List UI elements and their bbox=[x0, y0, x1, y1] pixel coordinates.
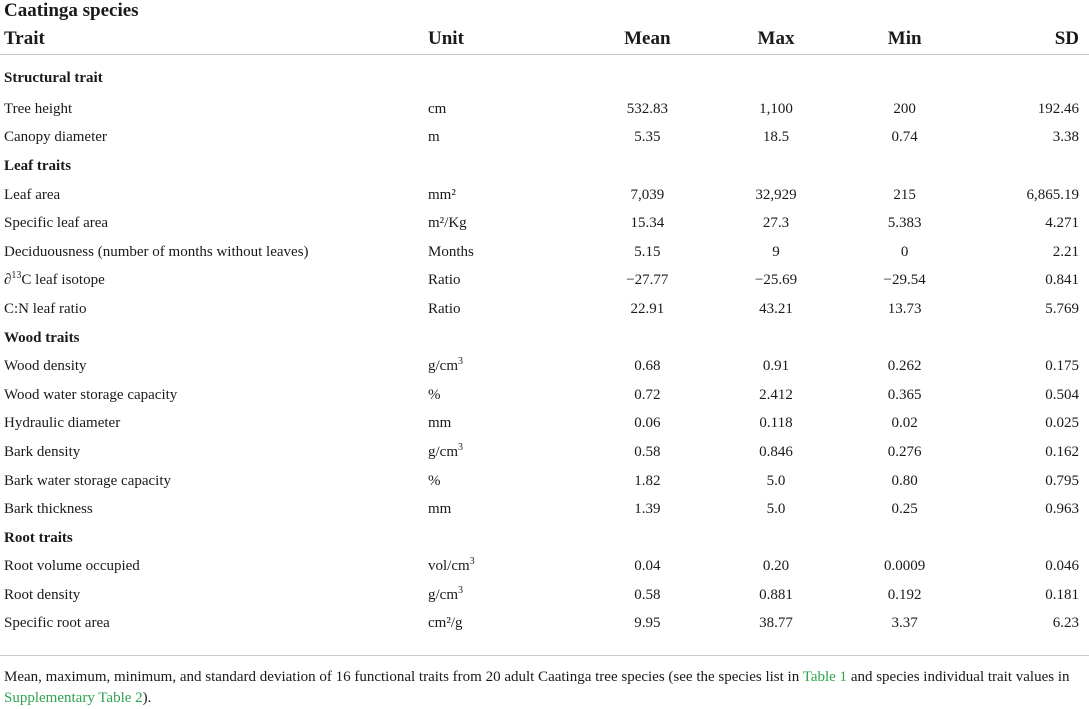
min-cell: 215 bbox=[893, 186, 916, 203]
min-cell: 200 bbox=[893, 100, 916, 117]
table-row bbox=[0, 352, 1089, 381]
mean-cell: 5.35 bbox=[634, 129, 661, 146]
sd-cell: 6.23 bbox=[1052, 615, 1079, 632]
section-row bbox=[0, 524, 1089, 553]
min-cell: 0.365 bbox=[887, 386, 922, 403]
mean-cell: 0.68 bbox=[634, 358, 661, 375]
max-cell: 2.412 bbox=[759, 386, 793, 403]
unit-base: g/cm bbox=[428, 358, 458, 375]
table-row bbox=[0, 238, 1089, 267]
unit-cell: m bbox=[428, 129, 440, 146]
trait-cell: Canopy diameter bbox=[4, 129, 107, 146]
trait-suffix: C leaf isotope bbox=[21, 272, 105, 289]
min-cell: 0 bbox=[900, 243, 909, 260]
caption-link-table1[interactable]: Table 1 bbox=[802, 669, 848, 685]
trait-cell: Specific root area bbox=[4, 615, 110, 632]
mean-cell: 532.83 bbox=[626, 100, 668, 117]
table-row bbox=[0, 124, 1089, 153]
header-mean: Mean bbox=[624, 28, 671, 49]
mean-cell: −27.77 bbox=[626, 272, 669, 289]
unit-cell bbox=[428, 352, 583, 381]
unit-cell: Ratio bbox=[428, 272, 461, 289]
min-cell: 0.276 bbox=[887, 443, 922, 460]
trait-cell: Bark water storage capacity bbox=[4, 472, 171, 489]
trait-cell: Root volume occupied bbox=[4, 558, 140, 575]
caption-text-1: Mean, maximum, minimum, and standard deviation of 16 functional traits from 20 adult Caatinga tree species (see the species list in bbox=[4, 669, 803, 685]
sd-cell: 6,865.19 bbox=[1026, 186, 1079, 203]
max-cell: 0.881 bbox=[759, 586, 793, 603]
trait-cell: Bark thickness bbox=[4, 501, 93, 518]
section-heading: Leaf traits bbox=[4, 157, 72, 174]
mean-cell: 0.06 bbox=[634, 415, 661, 432]
mean-cell: 0.72 bbox=[634, 386, 661, 403]
table-row bbox=[0, 181, 1089, 210]
min-cell: 0.25 bbox=[891, 501, 918, 518]
unit-base: g/cm bbox=[428, 586, 458, 603]
sd-cell: 0.504 bbox=[1045, 386, 1079, 403]
trait-cell: Leaf area bbox=[4, 186, 61, 203]
bottom-divider bbox=[0, 655, 1089, 656]
sd-cell: 3.38 bbox=[1052, 129, 1079, 146]
table-row bbox=[0, 610, 1089, 639]
unit-cell: mm² bbox=[428, 186, 456, 203]
section-heading: Wood traits bbox=[4, 329, 80, 346]
max-cell: 43.21 bbox=[759, 300, 793, 317]
caption-link-supplementary[interactable]: Supplementary Table 2 bbox=[4, 690, 143, 706]
mean-cell: 22.91 bbox=[630, 300, 665, 317]
min-cell: 0.74 bbox=[891, 129, 918, 146]
sd-cell: 0.963 bbox=[1045, 501, 1079, 518]
header-max: Max bbox=[757, 28, 795, 49]
unit-cell bbox=[428, 438, 583, 467]
unit-cell: cm²/g bbox=[428, 615, 463, 632]
table-row bbox=[0, 495, 1089, 524]
unit-superscript: 3 bbox=[458, 441, 463, 453]
unit-superscript: 3 bbox=[458, 584, 463, 596]
max-cell: 27.3 bbox=[762, 215, 790, 232]
trait-prefix: ∂ bbox=[4, 272, 12, 289]
sd-cell: 5.769 bbox=[1045, 300, 1079, 317]
trait-cell: Root density bbox=[4, 586, 81, 603]
max-cell: 32,929 bbox=[755, 186, 797, 203]
unit-base: g/cm bbox=[428, 443, 458, 460]
max-cell: 38.77 bbox=[759, 615, 793, 632]
table-row bbox=[0, 467, 1089, 496]
table-row bbox=[0, 381, 1089, 410]
mean-cell: 7,039 bbox=[630, 186, 665, 203]
mean-cell: 1.82 bbox=[634, 472, 661, 489]
trait-cell: Bark density bbox=[4, 443, 81, 460]
header-unit: Unit bbox=[428, 28, 464, 49]
table-row bbox=[0, 209, 1089, 238]
min-cell: 5.383 bbox=[887, 215, 922, 232]
min-cell: 3.37 bbox=[891, 615, 918, 632]
sd-cell: 4.271 bbox=[1045, 215, 1079, 232]
max-cell: 0.20 bbox=[762, 558, 790, 575]
table-body bbox=[0, 55, 1089, 639]
sd-cell: 0.025 bbox=[1045, 415, 1079, 432]
table-row bbox=[0, 267, 1089, 296]
sd-cell: 0.841 bbox=[1045, 272, 1079, 289]
mean-cell: 1.39 bbox=[634, 501, 661, 518]
unit-cell: m²/Kg bbox=[428, 215, 467, 232]
max-cell: 0.91 bbox=[762, 358, 790, 375]
section-heading: Root traits bbox=[4, 529, 73, 546]
mean-cell: 0.58 bbox=[634, 443, 661, 460]
unit-cell: % bbox=[428, 386, 441, 403]
unit-cell: mm bbox=[428, 415, 452, 432]
min-cell: −29.54 bbox=[883, 272, 926, 289]
trait-cell: Hydraulic diameter bbox=[4, 415, 121, 432]
header-min: Min bbox=[887, 28, 922, 49]
traits-table bbox=[0, 24, 1089, 638]
table-row bbox=[0, 95, 1089, 124]
trait-cell: Deciduousness (number of months without leaves) bbox=[4, 243, 309, 260]
unit-cell bbox=[428, 581, 583, 610]
table-row bbox=[0, 438, 1089, 467]
max-cell: 18.5 bbox=[762, 129, 790, 146]
section-row bbox=[0, 324, 1089, 353]
trait-cell: Tree height bbox=[4, 100, 73, 117]
trait-cell: C:N leaf ratio bbox=[4, 300, 87, 317]
section-heading: Structural trait bbox=[4, 69, 103, 86]
mean-cell: 0.58 bbox=[634, 586, 661, 603]
section-row bbox=[0, 152, 1089, 181]
unit-cell: mm bbox=[428, 501, 452, 518]
max-cell: 9 bbox=[772, 243, 780, 260]
header-trait: Trait bbox=[4, 28, 45, 49]
min-cell: 13.73 bbox=[887, 300, 922, 317]
table-row bbox=[0, 581, 1089, 610]
trait-cell: Specific leaf area bbox=[4, 215, 109, 232]
max-cell: 5.0 bbox=[766, 472, 786, 489]
trait-cell: Wood water storage capacity bbox=[4, 386, 178, 403]
header-row bbox=[0, 24, 1089, 55]
trait-cell: Wood density bbox=[4, 358, 87, 375]
max-cell: 0.846 bbox=[759, 443, 793, 460]
sd-cell: 2.21 bbox=[1052, 243, 1079, 260]
caption-text-3: ). bbox=[142, 690, 152, 706]
mean-cell: 0.04 bbox=[634, 558, 661, 575]
unit-base: vol/cm bbox=[428, 558, 470, 575]
unit-cell: Ratio bbox=[428, 300, 461, 317]
sd-cell: 0.175 bbox=[1045, 358, 1079, 375]
unit-cell bbox=[428, 553, 583, 582]
table-title: Caatinga species bbox=[4, 0, 139, 21]
min-cell: 0.192 bbox=[887, 586, 922, 603]
sd-cell: 0.162 bbox=[1045, 443, 1079, 460]
mean-cell: 9.95 bbox=[634, 615, 661, 632]
table-row bbox=[0, 553, 1089, 582]
max-cell: 1,100 bbox=[759, 100, 793, 117]
unit-cell: Months bbox=[428, 243, 474, 260]
min-cell: 0.80 bbox=[891, 472, 918, 489]
unit-superscript: 3 bbox=[469, 556, 475, 568]
min-cell: 0.0009 bbox=[884, 558, 926, 575]
unit-cell: % bbox=[428, 472, 441, 489]
mean-cell: 15.34 bbox=[630, 215, 665, 232]
mean-cell: 5.15 bbox=[634, 243, 661, 260]
table-row bbox=[0, 295, 1089, 324]
trait-superscript: 13 bbox=[11, 270, 22, 282]
max-cell: 5.0 bbox=[766, 501, 786, 518]
sd-cell: 192.46 bbox=[1037, 100, 1079, 117]
table-row bbox=[0, 410, 1089, 439]
caption-text-2: and species individual trait values in bbox=[847, 669, 1070, 685]
trait-cell bbox=[0, 267, 428, 296]
sd-cell: 0.046 bbox=[1045, 558, 1079, 575]
max-cell: −25.69 bbox=[754, 272, 798, 289]
sd-cell: 0.795 bbox=[1045, 472, 1079, 489]
section-row bbox=[0, 55, 1089, 96]
sd-cell: 0.181 bbox=[1045, 586, 1079, 603]
unit-superscript: 3 bbox=[458, 356, 463, 368]
header-sd: SD bbox=[1054, 28, 1079, 49]
min-cell: 0.262 bbox=[887, 358, 922, 375]
table-caption bbox=[4, 667, 1084, 709]
max-cell: 0.118 bbox=[759, 415, 793, 432]
unit-cell: cm bbox=[428, 100, 447, 117]
min-cell: 0.02 bbox=[891, 415, 918, 432]
